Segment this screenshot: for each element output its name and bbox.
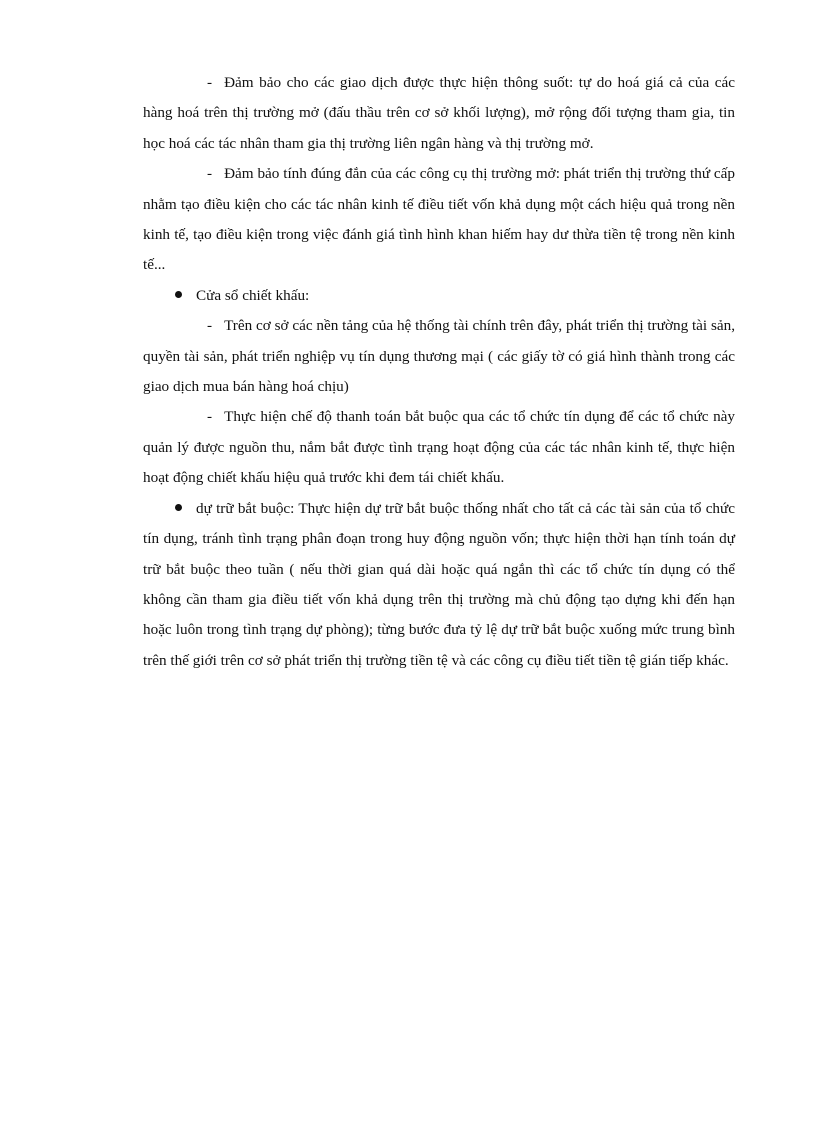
dash-marker: - [207, 165, 213, 183]
bullet-icon [175, 291, 182, 298]
paragraph-text: Trên cơ sở các nền tảng của hệ thống tài chính trên đây, phát triển thị trường tài sản, quyền tài sản, phát triển nghiệp vụ tín dụng thương mại ( các giấy tờ có giá hình thành trong các giao dịch mua bán hàng hoá chịu) [143, 317, 735, 396]
dash-marker: - [207, 317, 213, 335]
paragraph-text: Đảm bảo tính đúng đắn của các công cụ thị trường mở: phát triển thị trường thứ cấp nhằm tạo điều kiện cho các tác nhân kinh tế điều tiết vốn khả dụng một cách hiệu quả trong nền kinh tế, tạo điều kiện trong việc đánh giá tình hình khan hiếm hay dư thừa tiền tệ trong nền kinh tế... [143, 165, 735, 274]
document-page [143, 68, 735, 676]
dash-marker: - [207, 74, 213, 91]
paragraph-text: Thực hiện chế độ thanh toán bắt buộc qua các tổ chức tín dụng để các tổ chức này quản lý được nguồn thu, nắm bắt được tình trạng hoạt động của các tác nhân kinh tế, thực hiện hoạt động chiết khấu hiệu quả trước khi đem tái chiết khấu. [143, 408, 735, 487]
bullet-text: Cửa sổ chiết khấu: [196, 286, 310, 304]
paragraph-financial-foundations [143, 311, 735, 402]
bullet-discount-window [143, 281, 735, 311]
bullet-icon [175, 504, 182, 511]
paragraph-text: Đảm bảo cho các giao dịch được thực hiện thông suốt: tự do hoá giá cả của các hàng hoá trên thị trường mở (đấu thầu trên cơ sở khối lượng), mở rộng đối tượng tham gia, tin học hoá các tác nhân tham gia thị trường liên ngân hàng và thị trường mở. [143, 74, 735, 152]
dash-marker: - [207, 408, 213, 426]
paragraph-open-market-tools [143, 159, 735, 281]
bullet-reserve-requirement [143, 494, 735, 676]
paragraph-open-market-transactions [143, 68, 735, 159]
bullet-text: dự trữ bắt buộc: Thực hiện dự trữ bắt buộc thống nhất cho tất cả các tài sản của tổ chức tín dụng, tránh tình trạng phân đoạn trong huy động nguồn vốn; thực hiện thời hạn tính toán dự trữ bắt buộc theo tuần ( nếu thời gian quá dài hoặc quá ngắn thì các tổ chức tín dụng có thể không cần tham gia điều tiết vốn khả dụng trên thị trường mà chủ động tạo dựng khi đến hạn hoặc luôn trong tình trạng dự phòng); từng bước đưa tỷ lệ dự trữ bắt buộc xuống mức trung bình trên thế giới trên cơ sở phát triển thị trường tiền tệ và các công cụ điều tiết tiền tệ gián tiếp khác. [143, 499, 735, 669]
paragraph-mandatory-payment [143, 402, 735, 493]
